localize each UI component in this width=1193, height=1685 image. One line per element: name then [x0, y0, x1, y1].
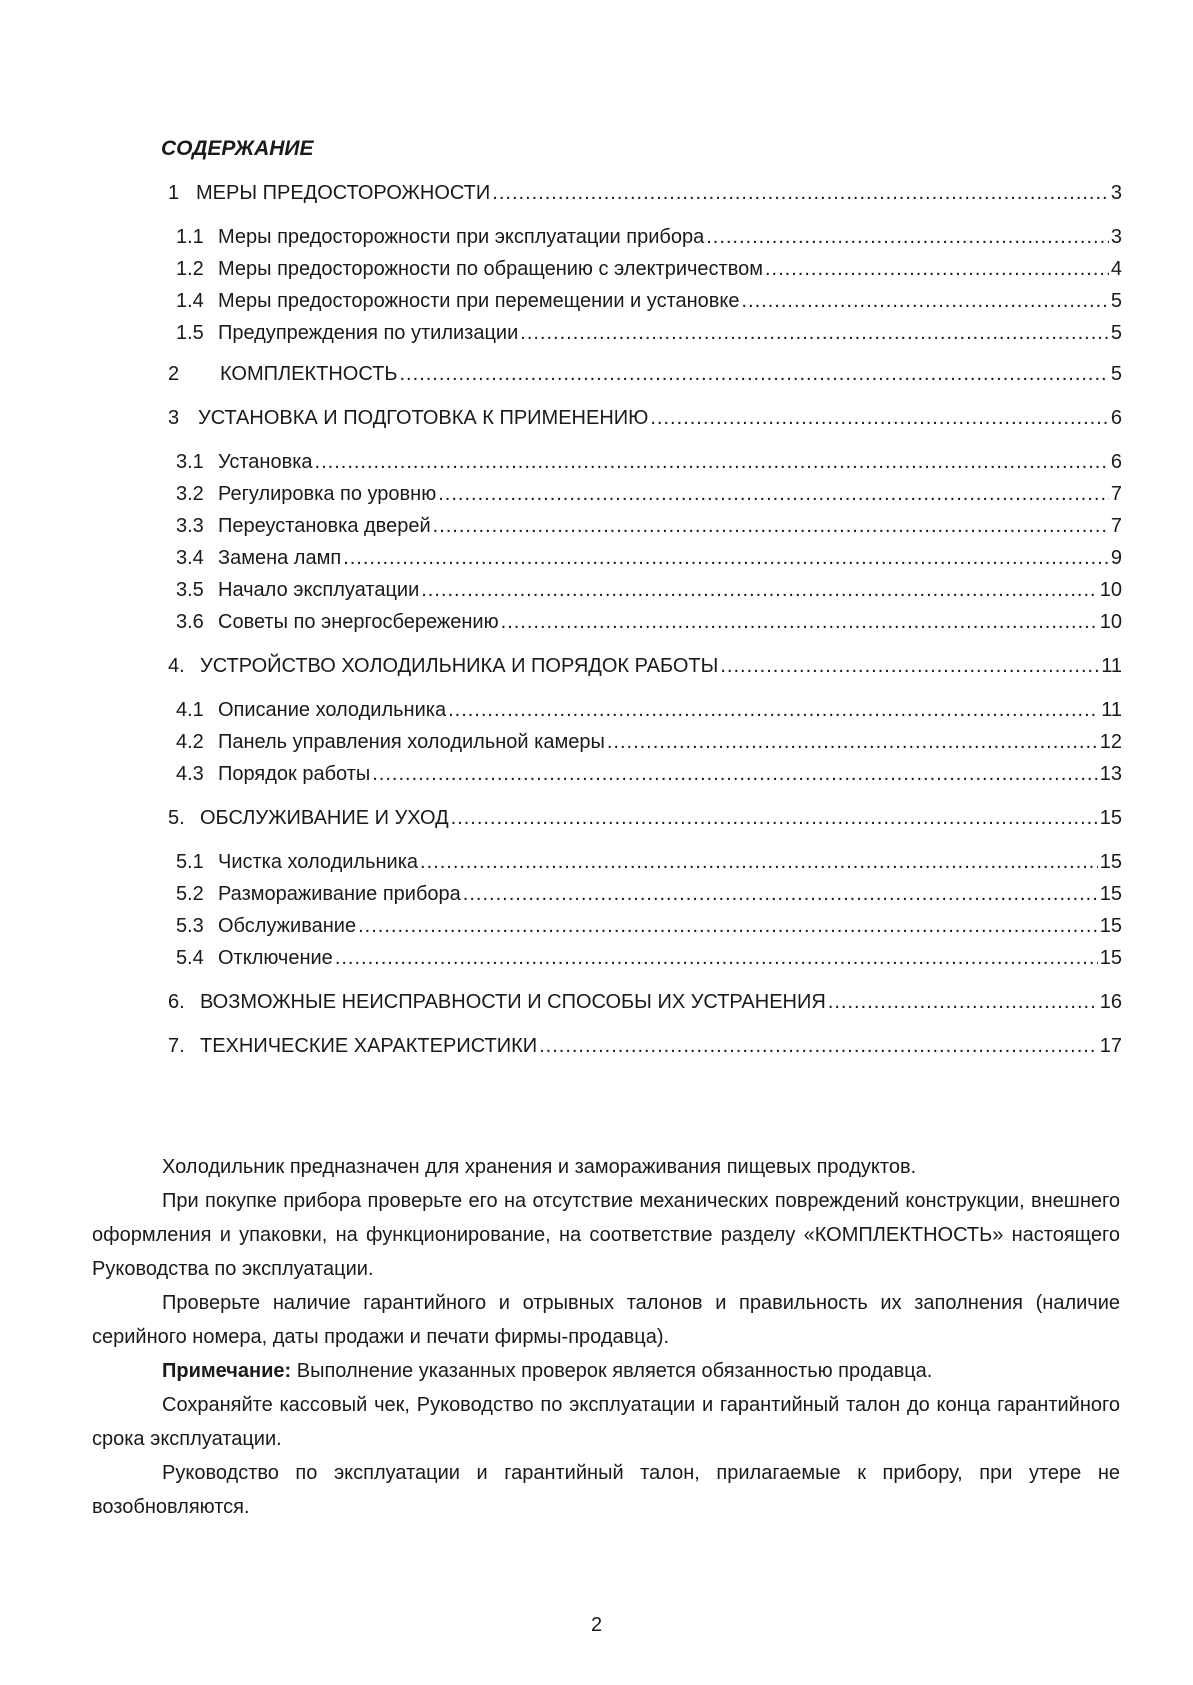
- toc-entry-text: Регулировка по уровню: [218, 483, 437, 505]
- toc-entry-text: Чистка холодильника: [218, 851, 419, 873]
- toc-entry-text: Меры предосторожности при эксплуатации прибора: [218, 226, 705, 248]
- page-number: 2: [590, 1614, 603, 1636]
- intro-paragraph: Проверьте наличие гарантийного и отрывных талонов и правильность их заполнения (наличие серийного номера, даты продажи и печати фирмы-продавца).: [92, 1292, 1120, 1348]
- toc-leader-dots: [706, 224, 1109, 250]
- toc-entry-label: [176, 697, 446, 723]
- toc-entry-page: 15: [1099, 915, 1122, 937]
- toc-entry-label: [168, 989, 826, 1015]
- toc-entry-text: Меры предосторожности по обращению с электричеством: [218, 258, 763, 280]
- toc-entry-number: 4.3: [176, 763, 204, 785]
- toc-entry-page: 11: [1101, 699, 1122, 721]
- toc-entry-text: Начало эксплуатации: [218, 579, 420, 601]
- toc-entry-page: 3: [1110, 182, 1122, 204]
- toc-leader-dots: [438, 481, 1109, 507]
- toc-entry-page: 7: [1110, 515, 1122, 537]
- toc-entry-text: Предупреждения по утилизации: [218, 322, 519, 344]
- toc-leader-dots: [420, 849, 1098, 875]
- toc-entry-page: 15: [1099, 851, 1122, 873]
- toc-entry-number: 3.5: [176, 579, 204, 601]
- toc-entry[interactable]: [176, 913, 1122, 939]
- toc-entry-page: 6: [1110, 407, 1122, 429]
- toc-entry-text: Порядок работы: [218, 763, 371, 785]
- toc-entry-label: [168, 405, 648, 431]
- toc-leader-dots: [463, 881, 1098, 907]
- toc-entry-text: Обслуживание: [218, 915, 357, 937]
- toc-entry[interactable]: [168, 653, 1122, 679]
- toc-entry[interactable]: [176, 849, 1122, 875]
- toc-entry-number: 3.3: [176, 515, 204, 537]
- toc-entry-page: 12: [1099, 731, 1122, 753]
- toc-leader-dots: [315, 449, 1109, 475]
- toc-entry-label: [176, 761, 370, 787]
- toc-entry-number: 1: [168, 182, 180, 204]
- toc-entry-text: ВОЗМОЖНЫЕ НЕИСПРАВНОСТИ И СПОСОБЫ ИХ УСТРАНЕНИЯ: [200, 991, 826, 1013]
- toc-entry-label: [176, 849, 418, 875]
- toc-entry-number: 1.1: [176, 226, 204, 248]
- toc-entry-label: [176, 913, 356, 939]
- toc-entry[interactable]: [176, 481, 1122, 507]
- toc-entry[interactable]: [176, 761, 1122, 787]
- toc-entry-number: 5.4: [176, 947, 204, 969]
- toc-entry[interactable]: [168, 1033, 1122, 1059]
- toc-entry-text: Замена ламп: [218, 547, 342, 569]
- toc-entry-text: Меры предосторожности при перемещении и установке: [218, 290, 740, 312]
- toc-entry-number: 1.5: [176, 322, 204, 344]
- toc-entry[interactable]: [176, 697, 1122, 723]
- toc-leader-dots: [765, 256, 1109, 282]
- toc-entry[interactable]: [176, 256, 1122, 282]
- toc-entry[interactable]: [176, 545, 1122, 571]
- toc-entry[interactable]: [168, 180, 1122, 206]
- intro-paragraph: При покупке прибора проверьте его на отсутствие механических повреждений конструкции, внешнего оформления и упаковки, на функционирование, на соответствие разделу «КОМПЛЕКТНОСТЬ» настоящего Руководства по эксплуатации.: [92, 1190, 1120, 1280]
- toc-leader-dots: [358, 913, 1098, 939]
- toc-entry-label: [168, 653, 718, 679]
- toc-entry[interactable]: [168, 989, 1122, 1015]
- toc-entry-label: [176, 945, 333, 971]
- toc-entry[interactable]: [176, 609, 1122, 635]
- toc-entry-text: Размораживание прибора: [218, 883, 461, 905]
- toc-entry-label: [176, 609, 499, 635]
- toc-entry-page: 17: [1099, 1035, 1122, 1057]
- toc-entry[interactable]: [176, 577, 1122, 603]
- toc-entry-page: 5: [1110, 290, 1122, 312]
- toc-entry-page: 15: [1099, 883, 1122, 905]
- toc-entry-text: УСТРОЙСТВО ХОЛОДИЛЬНИКА И ПОРЯДОК РАБОТЫ: [200, 655, 719, 677]
- toc-leader-dots: [539, 1033, 1098, 1059]
- toc-entry-number: 4.1: [176, 699, 204, 721]
- toc-entry-text: КОМПЛЕКТНОСТЬ: [220, 363, 398, 385]
- toc-entry[interactable]: [176, 945, 1122, 971]
- toc-entry-label: [176, 256, 763, 282]
- toc-entry-label: [176, 449, 313, 475]
- toc-entry-label: [168, 805, 449, 831]
- toc-entry-text: Переустановка дверей: [218, 515, 431, 537]
- toc-entry-page: 16: [1099, 991, 1122, 1013]
- toc-entry-number: 7.: [168, 1035, 185, 1057]
- intro-paragraph: Холодильник предназначен для хранения и замораживания пищевых продуктов.: [162, 1156, 917, 1178]
- toc-entry-text: Советы по энергосбережению: [218, 611, 499, 633]
- toc-title: СОДЕРЖАНИЕ: [161, 137, 314, 160]
- toc-leader-dots: [607, 729, 1098, 755]
- toc-entry-label: [176, 481, 436, 507]
- toc-entry-text: Панель управления холодильной камеры: [218, 731, 605, 753]
- toc-entry[interactable]: [176, 881, 1122, 907]
- toc-entry-number: 4.: [168, 655, 185, 677]
- toc-entry-text: УСТАНОВКА И ПОДГОТОВКА К ПРИМЕНЕНИЮ: [198, 407, 649, 429]
- toc-entry-text: Отключение: [218, 947, 333, 969]
- toc-leader-dots: [372, 761, 1098, 787]
- toc-entry-page: 5: [1110, 322, 1122, 344]
- toc-leader-dots: [433, 513, 1109, 539]
- toc-entry[interactable]: [168, 805, 1122, 831]
- toc-entry-number: 5.3: [176, 915, 204, 937]
- toc-entry-page: 3: [1110, 226, 1122, 248]
- toc-entry-number: 5.1: [176, 851, 204, 873]
- toc-entry-label: [168, 361, 397, 387]
- toc-leader-dots: [742, 288, 1109, 314]
- toc-entry[interactable]: [176, 449, 1122, 475]
- toc-entry-number: 6.: [168, 991, 185, 1013]
- toc-entry-number: 3.6: [176, 611, 204, 633]
- toc-entry-number: 4.2: [176, 731, 204, 753]
- toc-entry-label: [168, 180, 490, 206]
- toc-entry-label: [176, 288, 740, 314]
- toc-entry-page: 9: [1110, 547, 1122, 569]
- toc-entry-page: 10: [1099, 579, 1122, 601]
- toc-leader-dots: [335, 945, 1098, 971]
- toc-entry-label: [176, 513, 431, 539]
- toc-entry-page: 11: [1101, 655, 1122, 677]
- toc-entry-label: [168, 1033, 537, 1059]
- note-label: Примечание:: [162, 1360, 292, 1382]
- toc-entry-text: ТЕХНИЧЕСКИЕ ХАРАКТЕРИСТИКИ: [200, 1035, 538, 1057]
- toc-leader-dots: [650, 405, 1109, 431]
- toc-leader-dots: [451, 805, 1098, 831]
- intro-paragraph: Руководство по эксплуатации и гарантийный талон, прилагаемые к прибору, при утере не возобновляются.: [92, 1462, 1120, 1518]
- toc-entry-page: 15: [1099, 807, 1122, 829]
- toc-leader-dots: [520, 320, 1109, 346]
- toc-leader-dots: [501, 609, 1098, 635]
- toc-entry[interactable]: [176, 513, 1122, 539]
- intro-paragraph: Сохраняйте кассовый чек, Руководство по эксплуатации и гарантийный талон до конца гарантийного срока эксплуатации.: [92, 1394, 1120, 1450]
- toc-entry-number: 3.4: [176, 547, 204, 569]
- toc-entry-label: [176, 881, 461, 907]
- toc-entry[interactable]: [176, 729, 1122, 755]
- toc-entry[interactable]: [176, 320, 1122, 346]
- intro-text: [92, 1150, 1120, 1524]
- toc-entry-page: 13: [1099, 763, 1122, 785]
- toc-leader-dots: [448, 697, 1099, 723]
- toc-leader-dots: [828, 989, 1098, 1015]
- toc-entry-number: 1.4: [176, 290, 204, 312]
- toc-entry-page: 4: [1110, 258, 1122, 280]
- toc-entry-label: [176, 577, 419, 603]
- toc-entry-number: 2: [168, 363, 180, 385]
- toc-leader-dots: [492, 180, 1109, 206]
- toc-leader-dots: [720, 653, 1099, 679]
- toc-entry-page: 6: [1110, 451, 1122, 473]
- toc-entry-number: 5.: [168, 807, 185, 829]
- note-text: Выполнение указанных проверок является обязанностью продавца.: [291, 1360, 933, 1382]
- toc-entry-number: 5.2: [176, 883, 204, 905]
- toc-leader-dots: [343, 545, 1109, 571]
- toc-entry-page: 5: [1110, 363, 1122, 385]
- toc-entry[interactable]: [168, 361, 1122, 387]
- toc-entry[interactable]: [176, 224, 1122, 250]
- toc-entry-number: 1.2: [176, 258, 204, 280]
- toc-entry-label: [176, 320, 518, 346]
- toc-entry-number: 3.2: [176, 483, 204, 505]
- toc-entry-label: [176, 545, 341, 571]
- toc-entry-page: 15: [1099, 947, 1122, 969]
- toc-leader-dots: [421, 577, 1098, 603]
- toc-entry-number: 3: [168, 407, 180, 429]
- note-paragraph: [92, 1354, 1120, 1388]
- toc-entry-label: [176, 224, 704, 250]
- toc-entry-page: 10: [1099, 611, 1122, 633]
- toc-entry-page: 7: [1110, 483, 1122, 505]
- toc-entry-text: Описание холодильника: [218, 699, 447, 721]
- toc-entry-number: 3.1: [176, 451, 204, 473]
- toc-entry-text: МЕРЫ ПРЕДОСТОРОЖНОСТИ: [196, 182, 491, 204]
- toc-entry-label: [176, 729, 605, 755]
- toc-entry-text: Установка: [218, 451, 313, 473]
- toc-entry[interactable]: [168, 405, 1122, 431]
- toc-leader-dots: [399, 361, 1108, 387]
- toc-entry[interactable]: [176, 288, 1122, 314]
- toc-entry-text: ОБСЛУЖИВАНИЕ И УХОД: [200, 807, 449, 829]
